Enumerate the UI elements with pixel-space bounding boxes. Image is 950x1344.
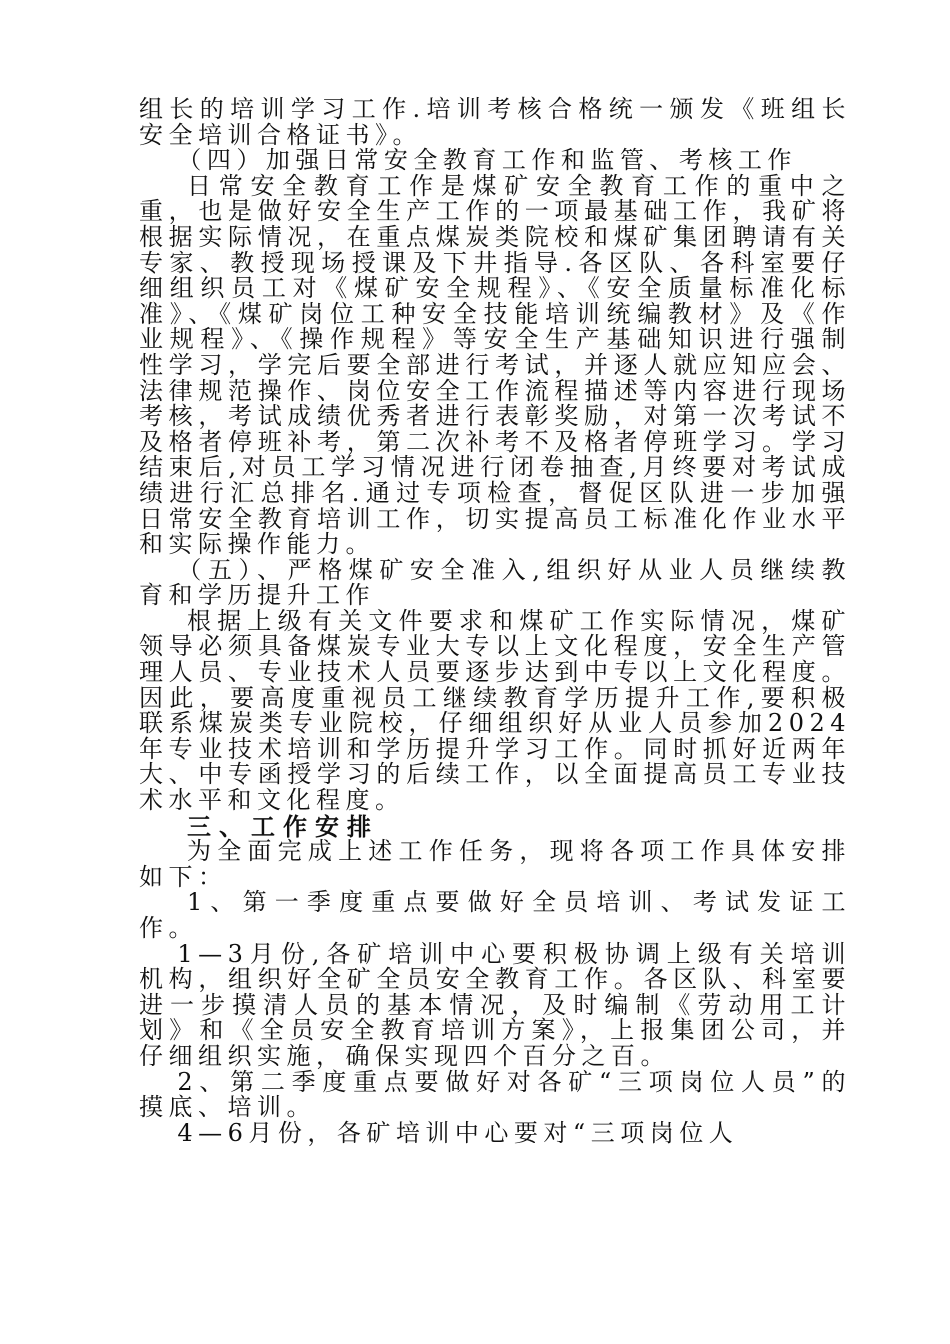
section-heading-five: （五）、严格煤矿安全准入,组织好从业人员继续教育和学历提升工作 [139, 555, 851, 610]
paragraph-continued: 组长的培训学习工作.培训考核合格统一颁发《班组长安全培训合格证书》。 [139, 95, 851, 149]
section-heading-work-arrangement: 三、工作安排 [187, 811, 379, 841]
section-heading-four: （四）加强日常安全教育工作和监管、考核工作 [177, 146, 797, 175]
document-body [139, 97, 851, 1146]
paragraph-daily-safety: 日常安全教育工作是煤矿安全教育工作的重中之重，也是做好安全生产工作的一项最基础工作，我矿将根据实际情况，在重点煤炭类院校和煤矿集团聘请有关专家、教授现场授课及下井指导.各区队、各科室要仔细组织员工对《煤矿安全规程》、《安全质量标准化标准》、《煤矿岗位工种安全技能培训统编教材》及《作业规程》、《操作规程》等安全生产基础知识进行强制性学习，学完后要全部进行考试，并逐人就应知应会、法律规范操作、岗位安全工作流程描述等内容进行现场考核，考试成绩优秀者进行表彰奖励，对第一次考试不及格者停班补考，第二次补考不及格者停班学习。学习结束后,对员工学习情况进行闭卷抽查,月终要对考试成绩进行汇总排名.通过专项检查，督促区队进一步加强日常安全教育培训工作，切实提高员工标准化作业水平和实际操作能力。 [139, 171, 851, 559]
item-second-quarter: 2、第二季度重点要做好对各矿“三项岗位人员”的摸底、培训。 [139, 1067, 851, 1122]
paragraph-second-quarter: 4—6月份，各矿培训中心要对“三项岗位人 [177, 1118, 739, 1147]
item-first-quarter: 1、第一季度重点要做好全员培训、考试发证工作。 [139, 888, 851, 942]
paragraph-arrangement-intro: 为全面完成上述工作任务，现将各项工作具体安排如下： [139, 837, 851, 891]
paragraph-continuing-education: 根据上级有关文件要求和煤矿工作实际情况，煤矿领导必须具备煤炭专业大专以上文化程度，安全生产管理人员、专业技术人员要逐步达到中专以上文化程度。因此，要高度重视员工继续教育学历提升工作,要积极联系煤炭类专业院校，仔细组织好从业人员参加2024年专业技术培训和学历提升学习工作。同时抓好近两年大、中专函授学习的后续工作，以全面提高员工专业技术水平和文化程度。 [139, 606, 851, 815]
paragraph-first-quarter: 1—3月份,各矿培训中心要积极协调上级有关培训机构，组织好全矿全员安全教育工作。各区队、科室要进一步摸清人员的基本情况，及时编制《劳动用工计划》和《全员安全教育培训方案》，上报集团公司，并仔细组织实施，确保实现四个百分之百。 [139, 939, 851, 1070]
